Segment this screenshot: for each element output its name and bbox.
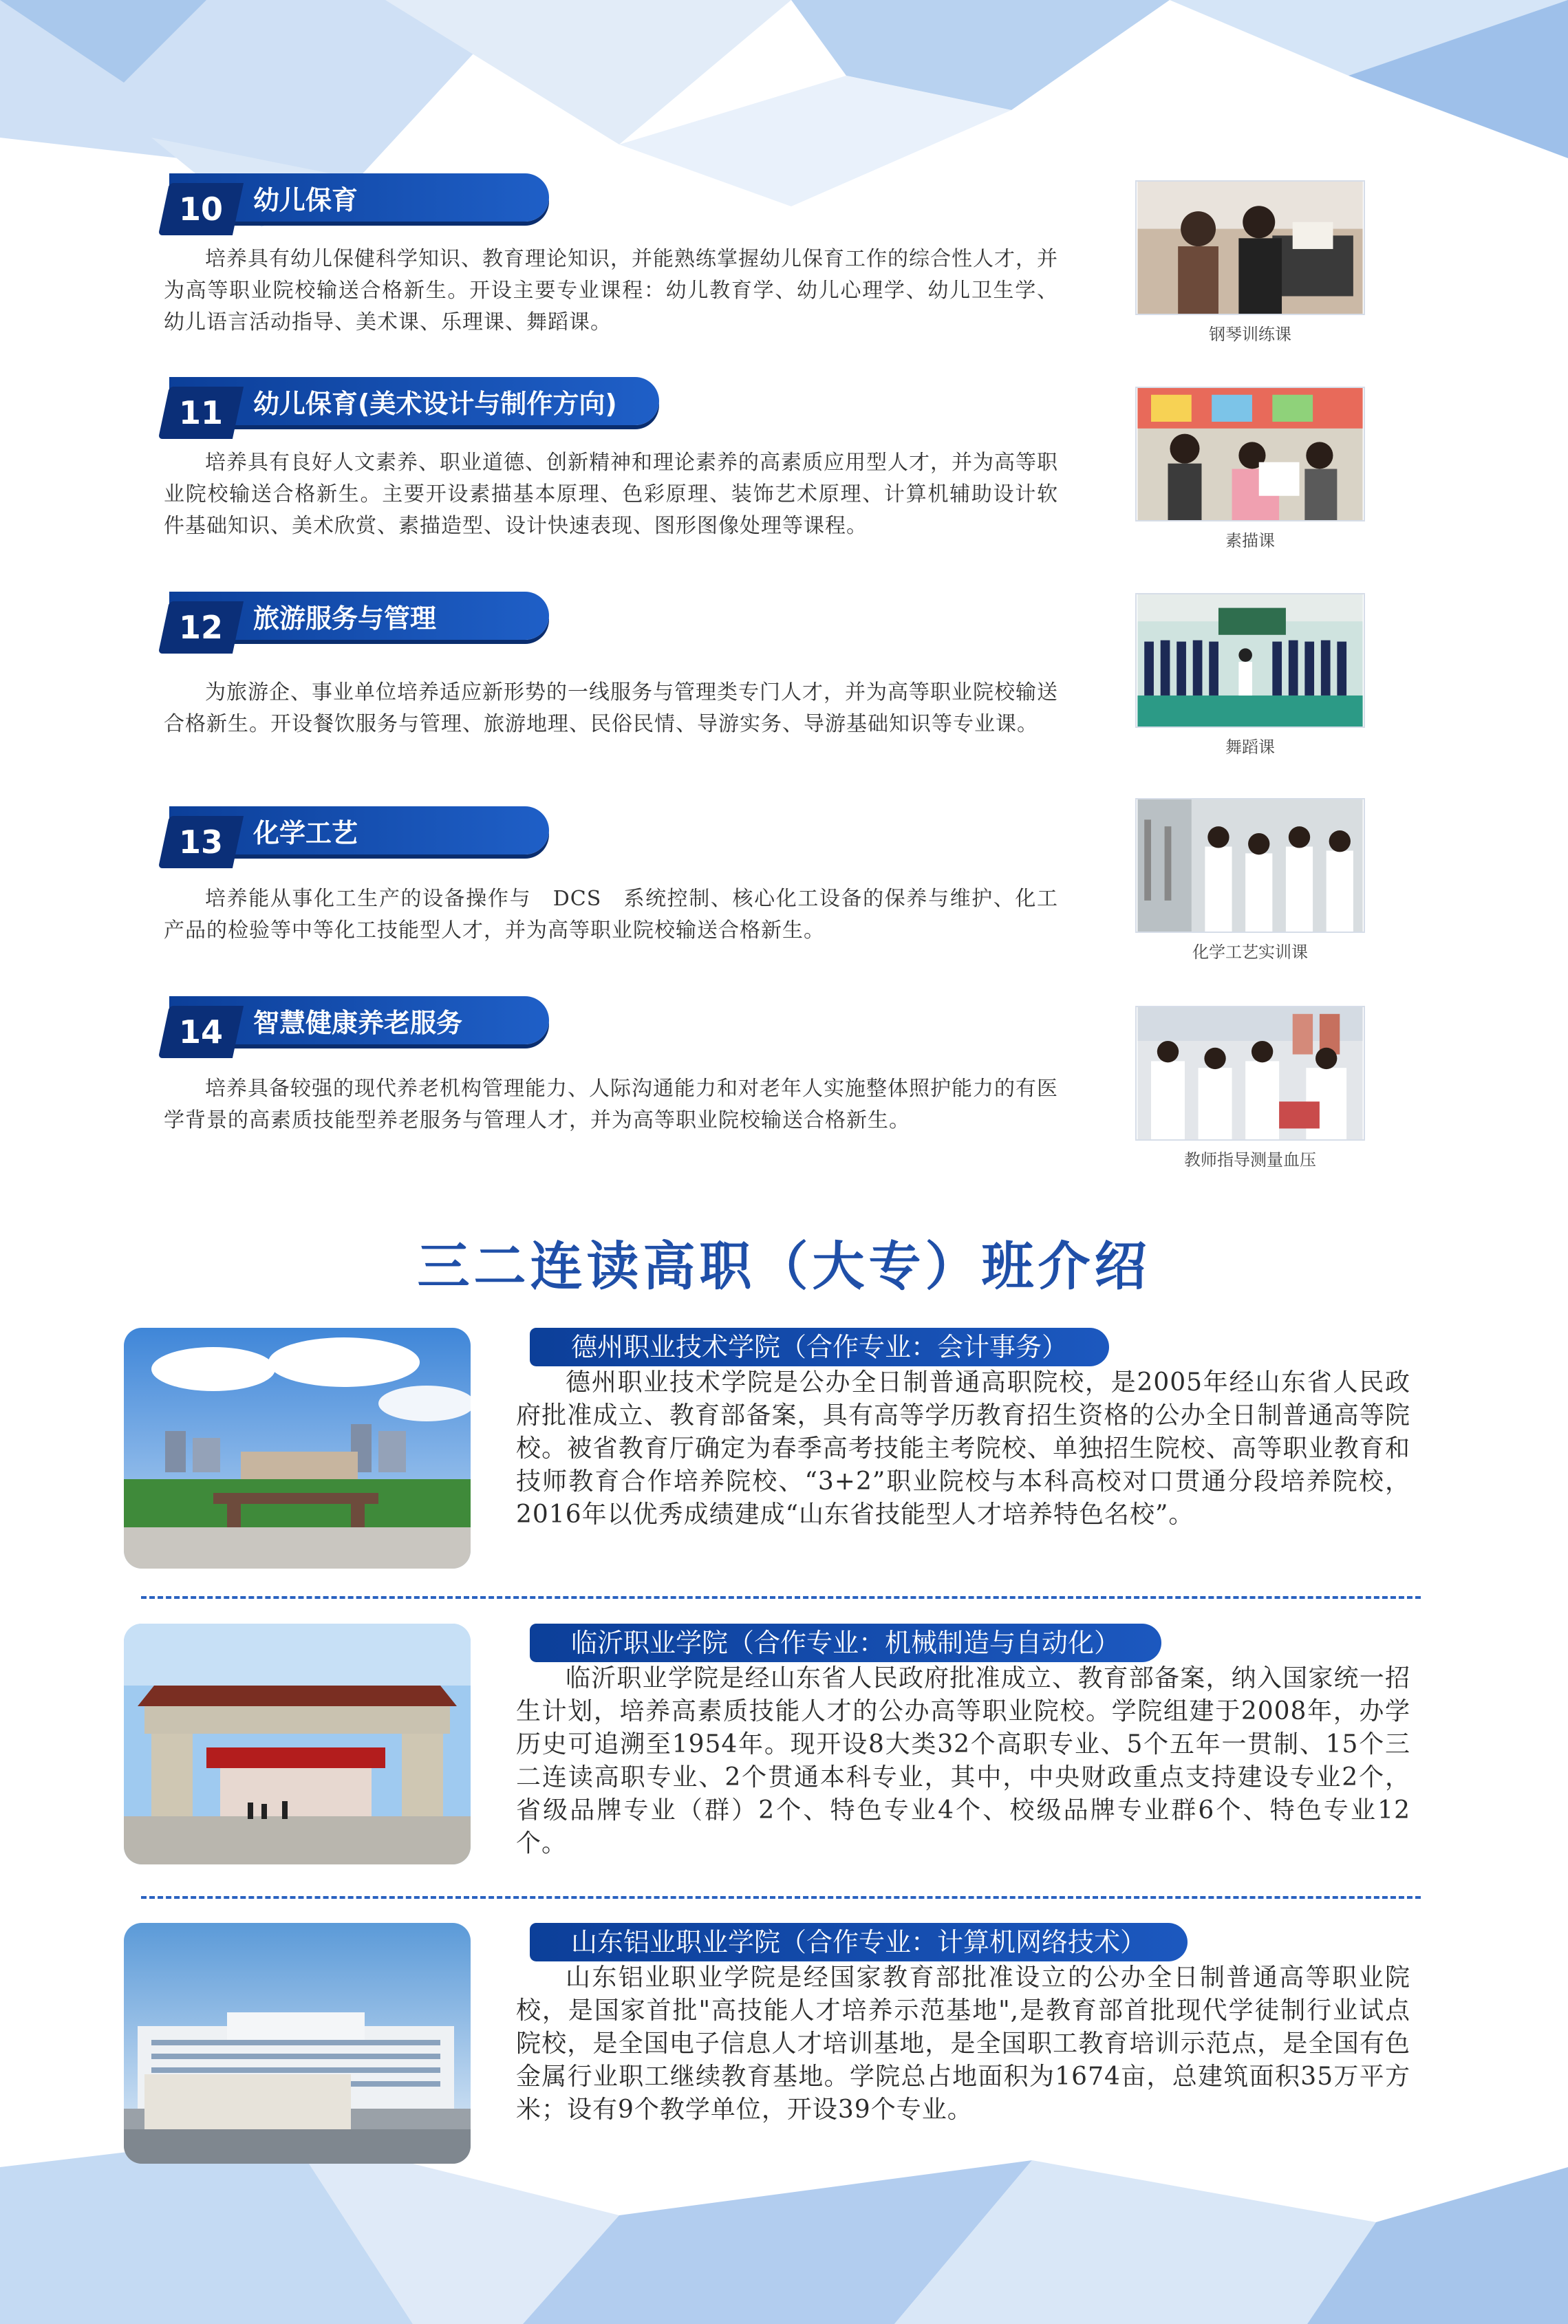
sketch-class-photo [1135, 387, 1365, 521]
dashed-divider [141, 1896, 1421, 1899]
program-photo-10 [1135, 180, 1365, 345]
photo-caption: 教师指导测量血压 [1184, 1150, 1316, 1170]
program-description: 为旅游企、事业单位培养适应新形势的一线服务与管理类专门人才，并为高等职业院校输送合格新生。开设餐饮服务与管理、旅游地理、民俗民情、导游实务、导游基础知识等专业课。 [164, 680, 1058, 736]
program-10 [164, 173, 1058, 338]
photo-caption: 素描课 [1225, 531, 1275, 550]
program-title: 智慧健康养老服务 [253, 1008, 463, 1038]
photo-caption: 舞蹈课 [1225, 738, 1275, 757]
school-shandong-aluminum [124, 1923, 1417, 2184]
linyi-gate-photo [124, 1624, 471, 1864]
program-number: 13 [178, 824, 223, 861]
dashed-divider [141, 1596, 1421, 1599]
program-photo-12 [1135, 593, 1365, 757]
photo-caption: 化学工艺实训课 [1192, 943, 1308, 962]
dance-class-photo [1135, 593, 1365, 728]
program-number-box [158, 601, 244, 654]
school-title-bar: 山东铝业职业学院（合作专业：计算机网络技术） [530, 1923, 1188, 1961]
program-photo-13 [1135, 798, 1365, 962]
program-description: 培养具有良好人文素养、职业道德、创新精神和理论素养的高素质应用型人才，并为高等职业院校输送合格新生。主要开设素描基本原理、色彩原理、装饰艺术原理、计算机辅助设计软件基础知识、美术欣赏、素描造型、设计快速表现、图形图像处理等课程。 [164, 451, 1058, 538]
program-number: 10 [178, 191, 223, 228]
program-header [164, 592, 1058, 649]
school-title-bar: 德州职业技术学院（合作专业：会计事务） [530, 1328, 1109, 1366]
program-12 [164, 592, 1058, 740]
program-header [164, 806, 1058, 864]
program-description: 培养能从事化工生产的设备操作与 DCS 系统控制、核心化工设备的保养与维护、化工产品的检验等中等化工技能型人才，并为高等职业院校输送合格新生。 [164, 887, 1058, 943]
program-11 [164, 377, 1058, 542]
program-number-box [158, 387, 244, 439]
program-title: 化学工艺 [253, 818, 358, 848]
school-description: 德州职业技术学院是公办全日制普通高职院校，是2005年经山东省人民政府批准成立、教育部备案，具有高等学历教育招生资格的公办全日制普通高等院校。被省教育厅确定为春季高考技能主考院校、单独招生院校、高等职业教育和技师教育合作培养院校、“3+2”职业院校与本科高校对口贯通分段培养院校，2016年以优秀成绩建成“山东省技能型人才培养特色名校”。 [516, 1368, 1410, 1529]
program-photo-11 [1135, 387, 1365, 551]
dezhou-campus-photo [124, 1328, 471, 1569]
program-banner [169, 377, 659, 425]
piano-class-photo [1135, 180, 1365, 315]
program-header [164, 996, 1058, 1054]
program-13 [164, 806, 1058, 947]
program-number: 12 [178, 609, 223, 646]
school-description: 临沂职业学院是经山东省人民政府批准成立、教育部备案，纳入国家统一招生计划，培养高素质技能人才的公办高等职业院校。学院组建于2008年，办学历史可追溯至1954年。现开设8大类32个高职专业、5个五年一贯制、15个三二连读高职专业、2个贯通本科专业，其中，中央财政重点支持建设专业2个，省级品牌专业（群）2个、特色专业4个、校级品牌专业群6个、特色专业12个。 [516, 1664, 1410, 1858]
photo-caption: 钢琴训练课 [1209, 325, 1291, 344]
program-number: 14 [178, 1013, 223, 1051]
program-14 [164, 996, 1058, 1137]
program-number: 11 [178, 394, 223, 431]
program-title: 幼儿保育 [253, 185, 358, 215]
program-header [164, 377, 1058, 435]
program-title: 旅游服务与管理 [253, 603, 437, 634]
program-description: 培养具备较强的现代养老机构管理能力、人际沟通能力和对老年人实施整体照护能力的有医学背景的高素质技能型养老服务与管理人才，并为高等职业院校输送合格新生。 [164, 1077, 1058, 1132]
program-number-box [158, 183, 244, 235]
section-title: 三二连读高职（大专）班介绍 [417, 1236, 1151, 1297]
program-title: 幼儿保育(美术设计与制作方向) [253, 389, 617, 419]
program-number-box [158, 816, 244, 868]
school-description: 山东铝业职业学院是经国家教育部批准设立的公办全日制普通高等职业院校，是国家首批"高技能人才培养示范基地",是教育部首批现代学徒制行业试点院校，是全国电子信息人才培训基地，是全国职工教育培训示范点，是全国有色金属行业职工继续教育基地。学院总占地面积为1674亩，总建筑面积35万平方米；设有9个教学单位，开设39个专业。 [516, 1963, 1410, 2124]
program-header [164, 173, 1058, 231]
school-title-bar: 临沂职业学院（合作专业：机械制造与自动化） [530, 1624, 1161, 1662]
blood-pressure-class-photo [1135, 1006, 1365, 1141]
program-photo-14 [1135, 1006, 1365, 1170]
school-linyi [124, 1624, 1417, 1885]
program-description: 培养具有幼儿保健科学知识、教育理论知识，并能熟练掌握幼儿保育工作的综合性人才，并为高等职业院校输送合格新生。开设主要专业课程：幼儿教育学、幼儿心理学、幼儿卫生学、幼儿语言活动指导、美术课、乐理课、舞蹈课。 [164, 247, 1058, 334]
school-dezhou [124, 1328, 1417, 1589]
chemistry-training-photo [1135, 798, 1365, 933]
program-number-box [158, 1006, 244, 1058]
shandong-aluminum-campus-photo [124, 1923, 471, 2164]
